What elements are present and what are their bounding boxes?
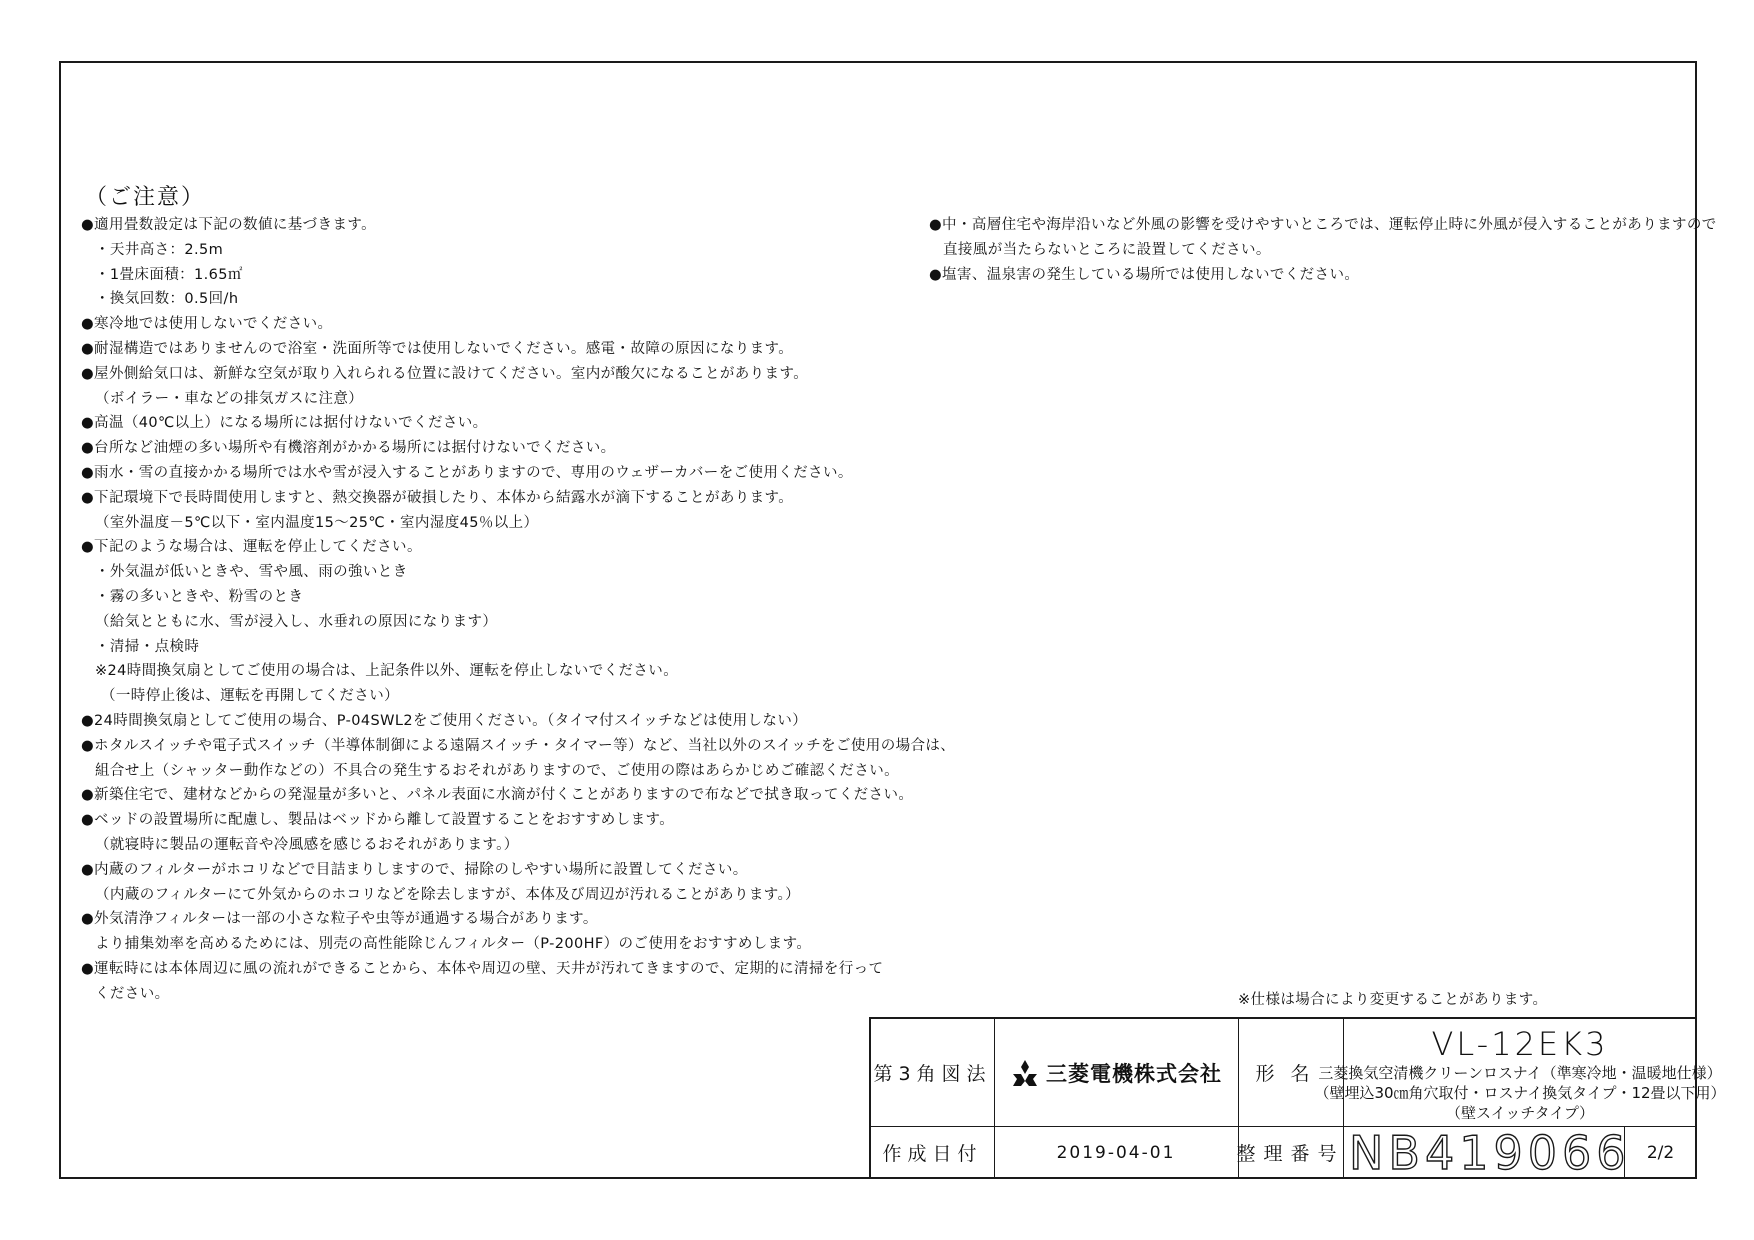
- note-line: ・1畳床面積：1.65㎡: [95, 266, 243, 283]
- number-label: 整理番号: [1236, 1143, 1345, 1165]
- note-line: ●適用畳数設定は下記の数値に基づきます。: [81, 217, 376, 233]
- note-line: ※24時間換気扇としてご使用の場合は、上記条件以外、運転を停止しないでください。: [95, 663, 679, 680]
- note-line: （内蔵のフィルターにて外気からのホコリなどを除去しますが、本体及び周辺が汚れることがあります。）: [95, 886, 801, 903]
- note-line: ・外気温が低いときや、雪や風、雨の強いとき: [95, 564, 408, 581]
- note-line: ●寒冷地では使用しないでください。: [81, 316, 333, 333]
- notes-title: （ご注意）: [85, 185, 206, 210]
- note-line: ●高温（40℃以上）になる場所には据付けないでください。: [81, 415, 488, 432]
- note-line: ●運転時には本体周辺に風の流れができることから、本体や周辺の壁、天井が汚れてきますので、定期的に清掃を行って: [81, 960, 884, 977]
- model-number: VL-12EK3: [1431, 1025, 1609, 1063]
- note-line: ・清掃・点検時: [95, 638, 200, 655]
- note-line: より捕集効率を高めるためには、別売の高性能除じんフィルター（P-200HF）のご使用をおすすめします。: [95, 936, 812, 953]
- note-line: （給気とともに水、雪が浸入し、水垂れの原因になります）: [95, 613, 498, 630]
- note-line: （ボイラー・車などの排気ガスに注意）: [95, 390, 364, 407]
- note-line: ●屋外側給気口は、新鮮な空気が取り入れられる位置に設けてください。室内が酸欠になることがあります。: [81, 365, 809, 382]
- note-line: ●台所など油煙の多い場所や有機溶剤がかかる場所には据付けないでください。: [81, 440, 616, 457]
- creation-date: 2019-04-01: [1056, 1142, 1176, 1163]
- note-line: ●内蔵のフィルターがホコリなどで目詰まりしますので、掃除のしやすい場所に設置してください。: [81, 861, 748, 878]
- note-line: ください。: [95, 985, 170, 1002]
- model-label: 形名: [1255, 1063, 1326, 1085]
- projection-label: 第3角図法: [873, 1063, 992, 1085]
- note-line: ●外気清浄フィルターは一部の小さな粒子や虫等が通過する場合があります。: [81, 911, 598, 928]
- note-line: （室外温度－5℃以下・室内温度15～25℃・室内湿度45％以上）: [95, 514, 539, 531]
- note-line: 組合せ上（シャッター動作などの）不具合の発生するおそれがありますので、ご使用の際はあらかじめご確認ください。: [95, 762, 900, 779]
- note-line: 直接風が当たらないところに設置してください。: [943, 241, 1271, 258]
- note-line: ●下記環境下で長時間使用しますと、熱交換器が破損したり、本体から結露水が滴下することがあります。: [81, 489, 794, 506]
- note-line: ・霧の多いときや、粉雪のとき: [95, 588, 304, 605]
- note-line: ●雨水・雪の直接かかる場所では水や雪が浸入することがありますので、専用のウェザーカバーをご使用ください。: [81, 464, 853, 481]
- note-line: （就寝時に製品の運転音や冷風感を感じるおそれがあります。）: [95, 836, 519, 853]
- company-name: 三菱電機株式会社: [1046, 1061, 1222, 1086]
- note-line: ・換気回数：0.5回/h: [95, 291, 239, 308]
- mitsubishi-logo-icon: [1010, 1059, 1040, 1087]
- notes-left-column: [81, 213, 955, 1007]
- note-line: ●新築住宅で、建材などからの発湿量が多いと、パネル表面に水滴が付くことがありますので布などで拭き取ってください。: [81, 787, 914, 804]
- product-description-line: （壁スイッチタイプ）: [1445, 1104, 1595, 1122]
- note-line: （一時停止後は、運転を再開してください）: [101, 688, 399, 705]
- date-label: 作成日付: [882, 1143, 983, 1165]
- note-line: ・天井高さ：2.5m: [95, 241, 224, 258]
- note-line: ●耐湿構造ではありませんので浴室・洗面所等では使用しないでください。感電・故障の原因になります。: [81, 340, 794, 357]
- document-number: NB419066: [1349, 1125, 1631, 1180]
- product-description-line: 三菱換気空清機クリーンロスナイ（準寒冷地・温暖地仕様）: [1318, 1064, 1722, 1082]
- note-line: ●ホタルスイッチや電子式スイッチ（半導体制御による遠隔スイッチ・タイマー等）など、当社以外のスイッチをご使用の場合は、: [81, 737, 956, 754]
- note-line: ●下記のような場合は、運転を停止してください。: [81, 539, 422, 556]
- note-line: ●中・高層住宅や海岸沿いなど外風の影響を受けやすいところでは、運転停止時に外風が侵入することがありますので: [929, 217, 1717, 233]
- product-description-line: （壁埋込30㎝角穴取付・ロスナイ換気タイプ・12畳以下用）: [1314, 1084, 1726, 1102]
- note-line: ●24時間換気扇としてご使用の場合、P-04SWL2をご使用ください。（タイマ付スイッチなどは使用しない）: [81, 712, 808, 729]
- page-number: 2/2: [1646, 1142, 1675, 1163]
- company-logo: [1010, 1058, 1222, 1088]
- notes-right-column: [929, 213, 1717, 287]
- note-line: ●ベッドの設置場所に配慮し、製品はベッドから離して設置することをおすすめします。: [81, 812, 675, 829]
- title-block: [869, 1017, 1726, 1180]
- spec-change-note: ※仕様は場合により変更することがあります。: [1238, 992, 1548, 1008]
- note-line: ●塩害、温泉害の発生している場所では使用しないでください。: [929, 266, 1360, 283]
